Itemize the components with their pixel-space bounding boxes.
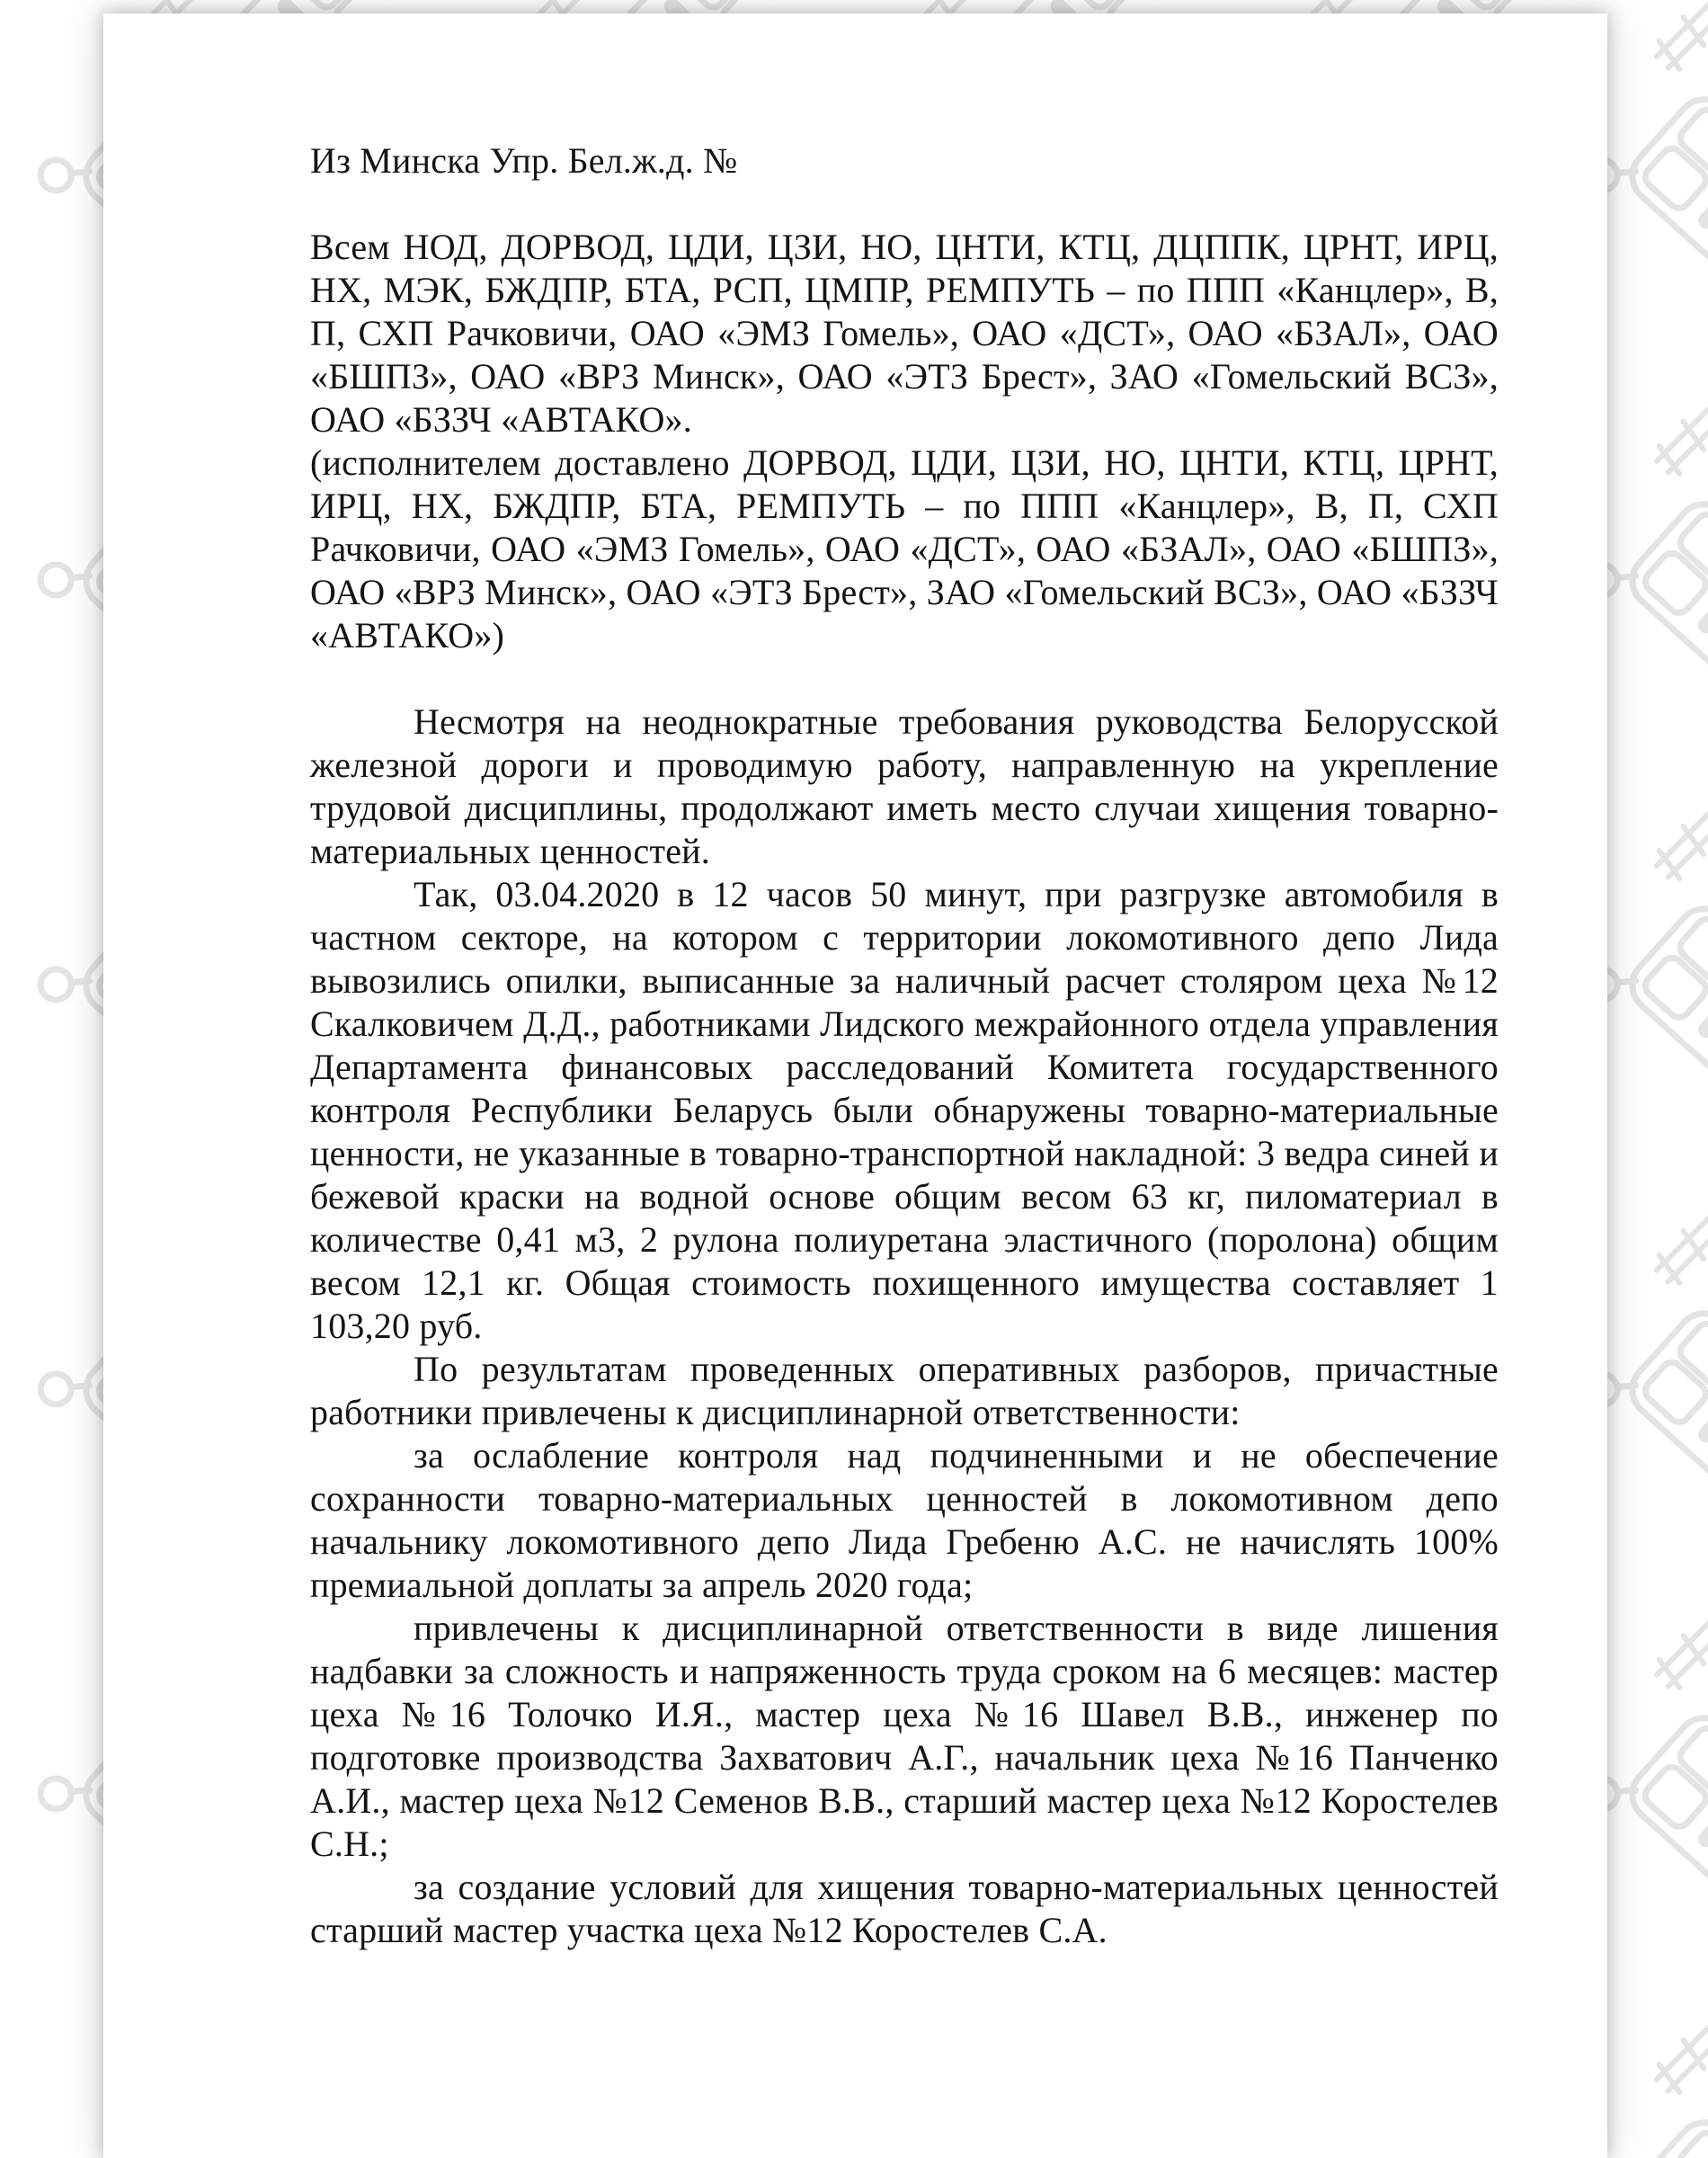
body-paragraph-penalty-2: привлечены к дисциплинарной ответственности в виде лишения надбавки за сложность и напряженность труда сроком на 6 месяцев: мастер цеха №16 Толочко И.Я., мастер цеха №16 Шавел В.В., инженер по подготовке производства Захватович А.Г., начальник цеха №16 Панченко А.И., мастер цеха №12 Семенов В.В., старший мастер цеха №12 Коростелев С.Н.;: [310, 1608, 1499, 1864]
delivered-note-paragraph: (исполнителем доставлено ДОРВОД, ЦДИ, ЦЗИ, НО, ЦНТИ, КТЦ, ЦРНТ, ИРЦ, НХ, БЖДПР, БТА, РЕМПУТЬ – по ППП «Канцлер», В, П, СХП Рачковичи, ОАО «ЭМЗ Гомель», ОАО «ДСТ», ОАО «БЗАЛ», ОАО «БШПЗ», ОАО «ВРЗ Минск», ОАО «ЭТЗ Брест», ЗАО «Гомельский ВСЗ», ОАО «БЗЗЧ «АВТАКО»): [310, 442, 1499, 655]
document-origin-line: Из Минска Упр. Бел.ж.д. №: [310, 140, 738, 181]
body-paragraph-penalty-1: за ослабление контроля над подчиненными и не обеспечение сохранности товарно-материальных ценностей в локомотивном депо начальнику локомотивного депо Лида Гребеню А.С. не начислять 100% премиальной доплаты за апрель 2020 года;: [310, 1435, 1499, 1605]
recipients-paragraph: Всем НОД, ДОРВОД, ЦДИ, ЦЗИ, НО, ЦНТИ, КТЦ, ДЦППК, ЦРНТ, ИРЦ, НХ, МЭК, БЖДПР, БТА, РСП, ЦМПР, РЕМПУТЬ – по ППП «Канцлер», В, П, СХП Рачковичи, ОАО «ЭМЗ Гомель», ОАО «ДСТ», ОАО «БЗАЛ», ОАО «БШПЗ», ОАО «ВРЗ Минск», ОАО «ЭТЗ Брест», ЗАО «Гомельский ВСЗ», ОАО «БЗЗЧ «АВТАКО».: [310, 227, 1499, 440]
body-paragraph-penalty-3: за создание условий для хищения товарно-материальных ценностей старший мастер участка цеха №12 Коростелев С.А.: [310, 1867, 1499, 1950]
document-page: [103, 13, 1607, 2158]
letter-body: [310, 700, 1499, 1952]
body-paragraph-intro: Несмотря на неоднократные требования руководства Белорусской железной дороги и проводимую работу, направленную на укрепление трудовой дисциплины, продолжают иметь место случаи хищения товарно-материальных ценностей.: [310, 701, 1499, 871]
body-paragraph-incident: Так, 03.04.2020 в 12 часов 50 минут, при разгрузке автомобиля в частном секторе, на котором с территории локомотивного депо Лида вывозились опилки, выписанные за наличный расчет столяром цеха №12 Скалковичем Д.Д., работниками Лидского межрайонного отдела управления Департамента финансовых расследований Комитета государственного контроля Республики Беларусь были обнаружены товарно-материальные ценности, не указанные в товарно-транспортной накладной: 3 ведра синей и бежевой краски на водной основе общим весом 63 кг, пиломатериал в количестве 0,41 м3, 2 рулона полиуретана эластичного (поролона) общим весом 12,1 кг. Общая стоимость похищенного имущества составляет 1 103,20 руб.: [310, 874, 1499, 1346]
body-paragraph-results: По результатам проведенных оперативных разборов, причастные работники привлечены к дисциплинарной ответственности:: [310, 1349, 1499, 1432]
document-text-block: [310, 139, 1499, 1952]
